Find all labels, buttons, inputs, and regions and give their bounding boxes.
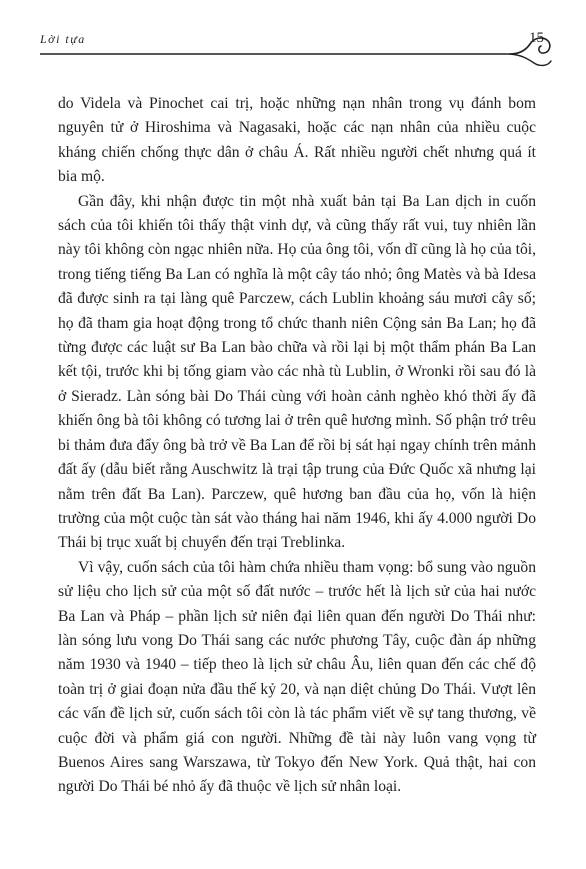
paragraph: Gần đây, khi nhận được tin một nhà xuất bản tại Ba Lan dịch in cuốn sách của tôi khiến tôi thấy thật vinh dự, và cũng thấy rất vui, tuy nhiên lần này tôi không còn ngạc nhiên nữa. Họ của ông tôi, vốn dĩ cũng là họ của tôi, trong tiếng tiếng Ba Lan có nghĩa là một cây táo nhỏ; ông Matès và bà Idesa đã được sinh ra tại làng quê Parczew, cách Lublin khoảng sáu mươi cây số; họ đã tham gia hoạt động trong tổ chức thanh niên Cộng sản Ba Lan; họ đã từng được các luật sư Ba Lan bào chữa và rồi lại bị một thẩm phán Ba Lan kết tội, trước khi bị tống giam vào các nhà tù Lublin, ở Wronki rồi sau đó là ở Sieradz. Làn sóng bài Do Thái cùng với hoàn cảnh nghèo khó thời ấy đã khiến ông bà tôi không có tương lai ở trên quê hương mình. Số phận trớ trêu bi thảm đưa đẩy ông bà trở về Ba Lan để rồi bị sát hại ngay chính trên mảnh đất ấy (dẫu biết rằng Auschwitz là trại tập trung của Đức Quốc xã nhưng lại nằm trên đất Ba Lan). Parczew, quê hương ban đầu của họ, vốn là hiện trường của một cuộc tàn sát vào tháng hai năm 1946, khi ấy 4.000 người Do Thái bị trục xuất bị chuyển đến trại Treblinka. <box>58 192 536 552</box>
page-number: 15 <box>529 30 544 46</box>
header-rule-ornament <box>40 30 556 70</box>
running-head: Lời tựa <box>40 32 86 46</box>
page-header <box>40 30 556 60</box>
paragraph: do Videla và Pinochet cai trị, hoặc những nạn nhân trong vụ đánh bom nguyên tử ở Hiroshima và Nagasaki, hoặc các nạn nhân của nhiều cuộc kháng chiến chống thực dân ở châu Á. Rất nhiều người chết nhưng quá ít bia mộ. <box>58 95 536 186</box>
body-text <box>58 92 536 800</box>
paragraph: Vì vậy, cuốn sách của tôi hàm chứa nhiều tham vọng: bổ sung vào nguồn sử liệu cho lịch sử của một số đất nước – trước hết là lịch sử của hai nước Ba Lan và Pháp – phần lịch sử niên đại liên quan đến người Do Thái như: làn sóng lưu vong Do Thái sang các nước phương Tây, cuộc đàn áp những năm 1930 và 1940 – tiếp theo là lịch sử châu Âu, liên quan đến các chế độ toàn trị ở giai đoạn nửa đầu thế kỷ 20, và nạn diệt chủng Do Thái. Vượt lên các vấn đề lịch sử, cuốn sách tôi còn là tác phẩm viết về sự tang thương, về cuộc đời và phẩm giá con người. Những đề tài này luôn vang vọng từ Buenos Aires sang Warszawa, từ Tokyo đến New York. Quả thật, hai con người Do Thái bé nhỏ ấy đã thuộc về lịch sử nhân loại. <box>58 558 536 796</box>
